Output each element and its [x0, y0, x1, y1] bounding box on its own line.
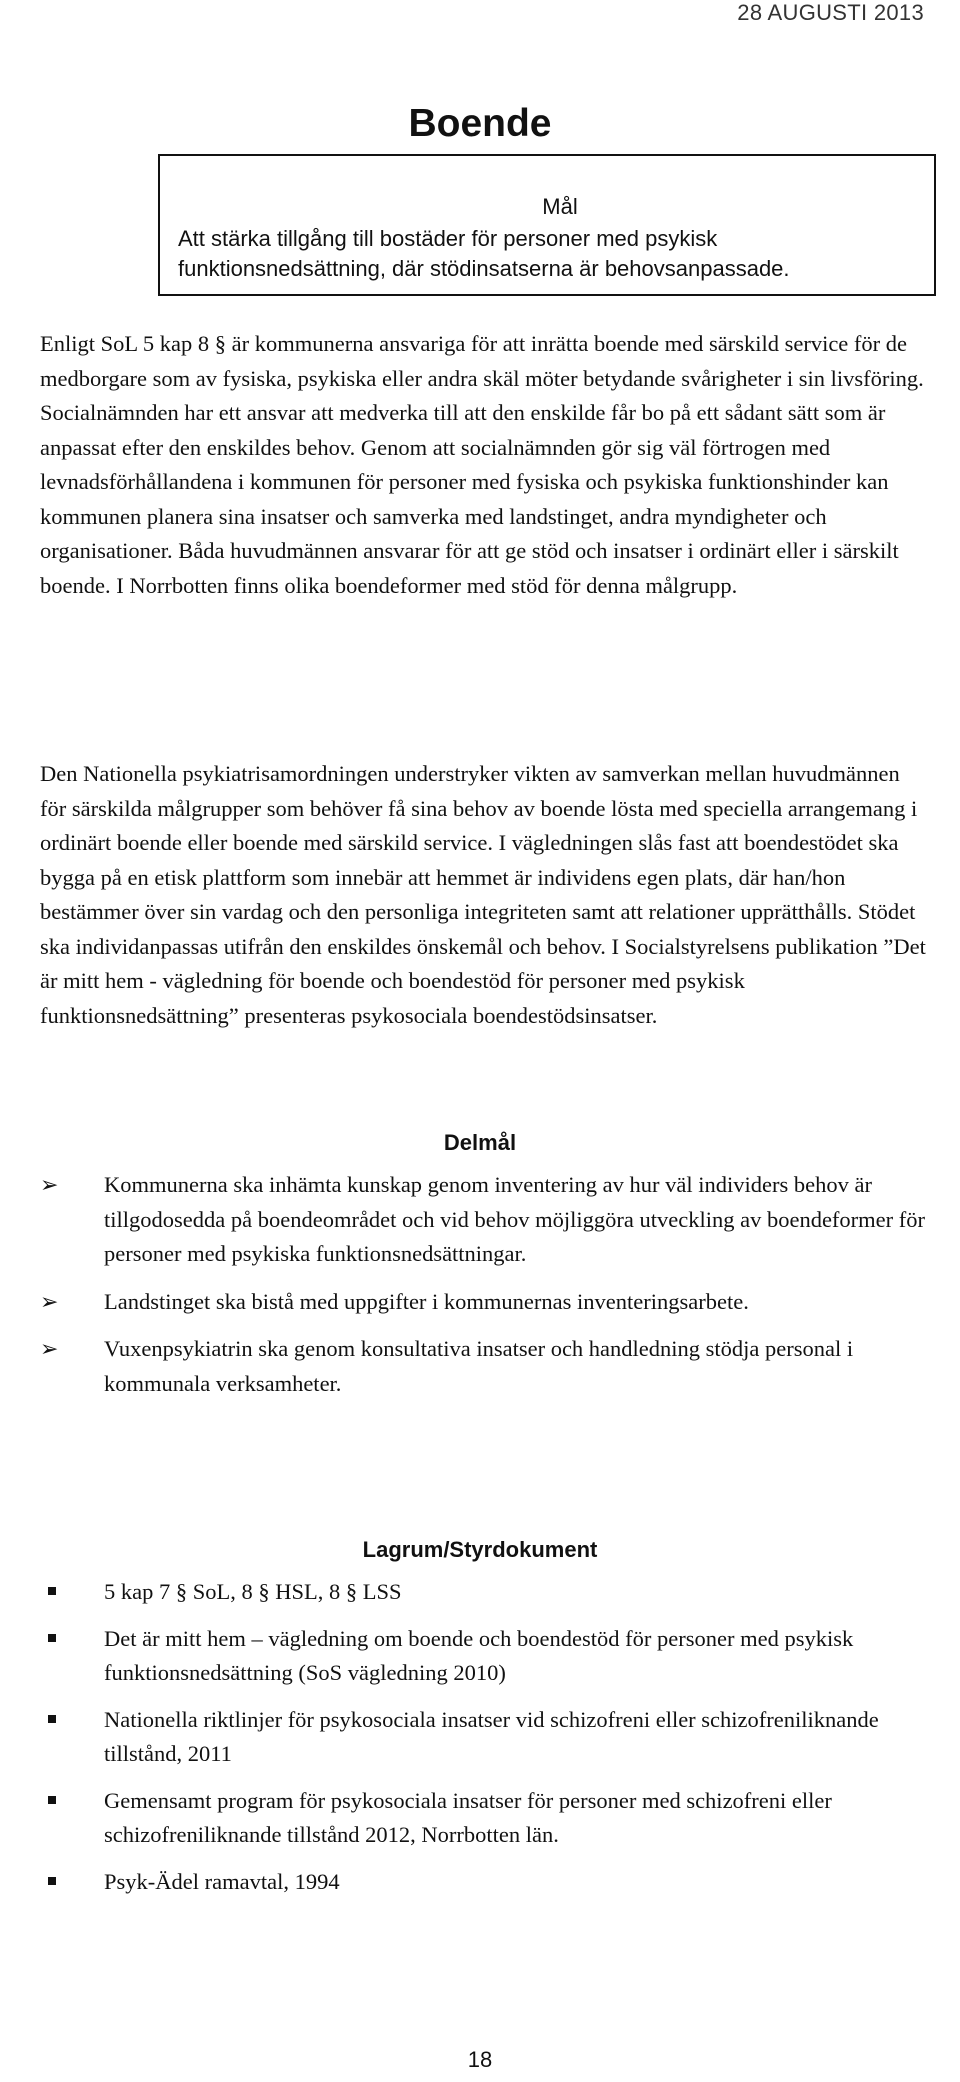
list-item	[40, 1784, 930, 1853]
list-item-text: Nationella riktlinjer för psykosociala insatser vid schizofreni eller schizofreniliknande tillstånd, 2011	[104, 1706, 879, 1766]
list-item-text: Gemensamt program för psykosociala insatser för personer med schizofreni eller schizofreniliknande tillstånd 2012, Norrbotten län.	[104, 1787, 832, 1847]
header-date: 28 AUGUSTI 2013	[737, 0, 924, 25]
list-item-text: Psyk-Ädel ramavtal, 1994	[104, 1868, 340, 1894]
arrow-bullet-icon: ➢	[40, 1336, 59, 1361]
list-item	[40, 1865, 930, 1900]
delmal-heading: Delmål	[443, 1130, 517, 1155]
paragraph-legal-responsibility: Enligt SoL 5 kap 8 § är kommunerna ansvariga för att inrätta boende med särskild service för de medborgare som av fysiska, psykiska eller andra skäl möter betydande svårigheter i sin livsföring. Socialnämnden har ett ansvar att medverka till att den enskilde får bo på ett sådant sätt som är anpassat efter den enskildes behov. Genom att socialnämnden gör sig väl förtrogen med levnadsförhållandena i kommunen för personer med fysiska och psykiska funktionshinder kan kommunen planera sina insatser och samverka med landstinget, andra myndigheter och organisationer. Båda huvudmännen ansvarar för att ge stöd och insatser i ordinärt eller i särskilt boende. I Norrbotten finns olika boendeformer med stöd för denna målgrupp.	[40, 331, 924, 598]
list-item	[40, 1332, 930, 1401]
list-item	[40, 1285, 930, 1320]
page-title: Boende	[408, 102, 552, 145]
square-bullet-icon	[48, 1587, 56, 1595]
paragraph-national-coordination: Den Nationella psykiatrisamordningen understryker vikten av samverkan mellan huvudmännen för särskilda målgrupper som behöver få sina behov av boende lösta med speciella arrangemang i ordinärt boende eller boende med särskild service. I vägledningen slås fast att boendestödet ska bygga på en etisk plattform som innebär att hemmet är individens egen plats, där han/hon bestämmer över sin vardag och den personliga integriteten samt att relationer upprätthålls. Stödet ska individanpassas utifrån den enskildes önskemål och behov. I Socialstyrelsens publikation ”Det är mitt hem - vägledning för boende och boendestöd för personer med psykisk funktionsnedsättning” presenteras psykosociala boendestödsinsatser.	[40, 761, 926, 1028]
arrow-bullet-icon: ➢	[40, 1288, 59, 1314]
list-item-text: Kommunerna ska inhämta kunskap genom inventering av hur väl individers behov är tillgodosedda på boendeområdet och vid behov möjliggöra utveckling av boendeformer för personer med psykiska funktionsnedsättningar.	[104, 1172, 926, 1266]
list-item	[40, 1575, 930, 1610]
delmal-list	[40, 1168, 930, 1414]
goal-text: Att stärka tillgång till bostäder för personer med psykisk funktionsnedsättning, där stödinsatserna är behovsanpassade.	[178, 226, 790, 281]
arrow-bullet-icon: ➢	[40, 1172, 59, 1197]
list-item-text: Landstinget ska bistå med uppgifter i kommunernas inventeringsarbete.	[104, 1288, 749, 1314]
page-number: 18	[467, 2047, 493, 2072]
goal-box	[158, 154, 936, 296]
square-bullet-icon	[48, 1715, 56, 1723]
list-item	[40, 1703, 930, 1772]
lagrum-heading: Lagrum/Styrdokument	[362, 1537, 598, 1562]
list-item	[40, 1622, 930, 1691]
square-bullet-icon	[48, 1634, 56, 1642]
square-bullet-icon	[48, 1796, 56, 1804]
square-bullet-icon	[48, 1877, 56, 1885]
list-item-text: Vuxenpsykiatrin ska genom konsultativa insatser och handledning stödja personal i kommunala verksamheter.	[104, 1336, 854, 1396]
list-item-text: Det är mitt hem – vägledning om boende och boendestöd för personer med psykisk funktionsnedsättning (SoS vägledning 2010)	[104, 1625, 854, 1685]
goal-heading: Mål	[542, 194, 578, 219]
list-item	[40, 1168, 930, 1272]
list-item-text: 5 kap 7 § SoL, 8 § HSL, 8 § LSS	[104, 1579, 402, 1604]
lagrum-list	[40, 1575, 930, 1911]
